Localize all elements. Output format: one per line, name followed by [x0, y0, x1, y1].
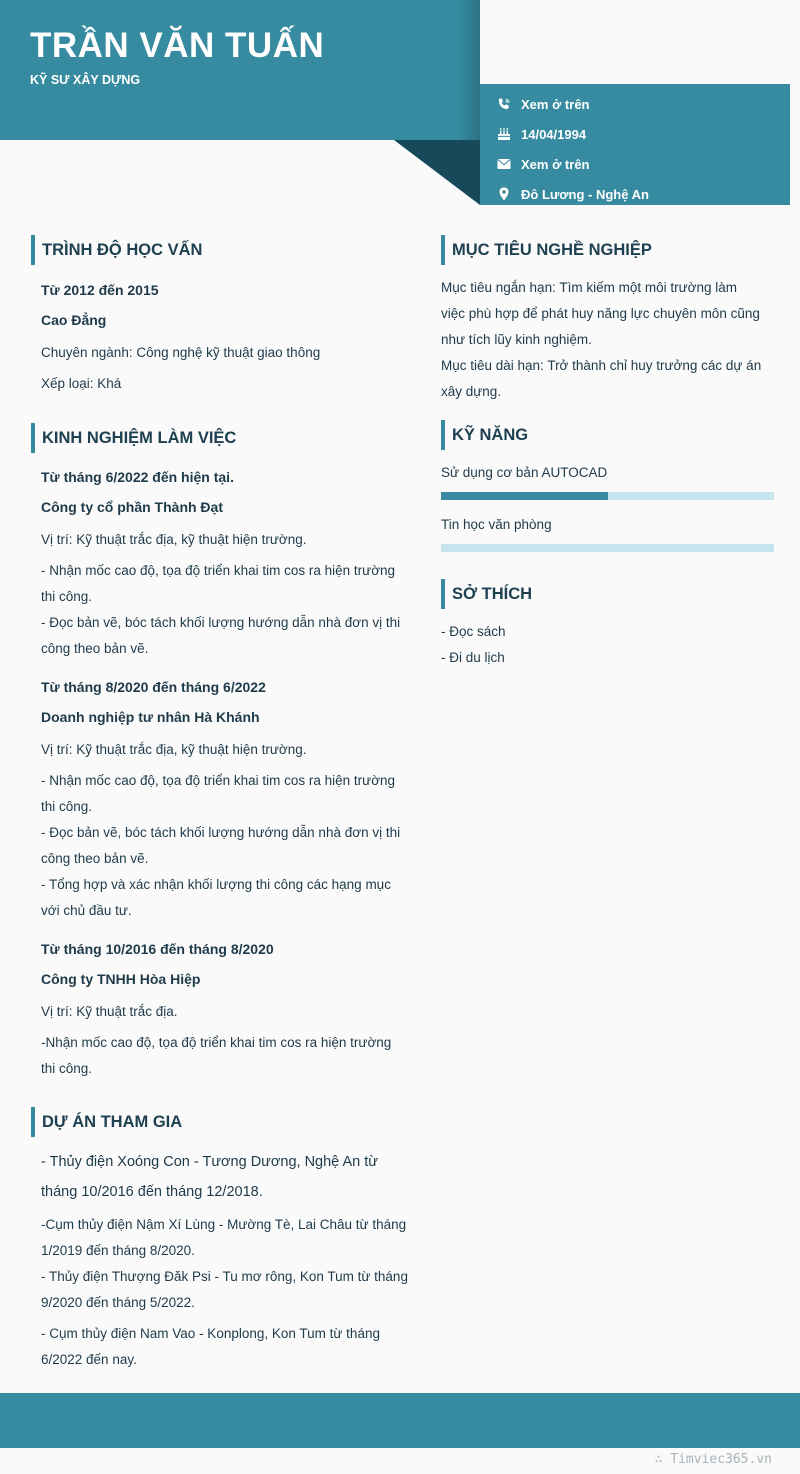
project-line: 6/2022 đến nay. [41, 1352, 137, 1367]
contact-phone-value: Xem ở trên [521, 96, 590, 112]
objective-heading-text: MỤC TIÊU NGHỀ NGHIỆP [452, 240, 652, 259]
education-heading-text: TRÌNH ĐỘ HỌC VẤN [42, 240, 203, 259]
job-line: Vị trí: Kỹ thuật trắc địa, kỹ thuật hiện trường. [41, 742, 307, 757]
job-period: Từ tháng 8/2020 đến tháng 6/2022 [41, 679, 266, 695]
projects-heading [31, 1107, 182, 1137]
job-line: - Tổng hợp và xác nhận khối lượng thi công các hạng mục [41, 877, 391, 892]
project-line: 1/2019 đến tháng 8/2020. [41, 1243, 195, 1258]
objective-line: Mục tiêu dài hạn: Trở thành chỉ huy trưởng các dự án [441, 358, 762, 373]
job-company: Công ty TNHH Hòa Hiệp [41, 971, 201, 987]
watermark: ∴ Timviec365.vn [654, 1452, 772, 1467]
job-line: Vị trí: Kỹ thuật trắc địa. [41, 1004, 178, 1019]
objective-line: việc phù hợp để phát huy năng lực chuyên môn cũng [441, 306, 760, 321]
job-company: Công ty cổ phần Thành Đạt [41, 499, 223, 515]
project-line: - Thủy điện Xoóng Con - Tương Dương, Nghệ An từ [41, 1154, 378, 1170]
skill-name: Sử dụng cơ bản AUTOCAD [441, 465, 608, 480]
skill-level-bar [441, 544, 774, 552]
envelope-icon [496, 156, 512, 172]
heading-accent-bar [441, 235, 445, 265]
heading-accent-bar [441, 579, 445, 609]
skill-level-fill [441, 492, 608, 500]
job-company: Doanh nghiệp tư nhân Hà Khánh [41, 709, 260, 725]
objective-line: Mục tiêu ngắn hạn: Tìm kiếm một môi trường làm [441, 280, 737, 295]
objective-line: như tích lũy kinh nghiệm. [441, 332, 592, 347]
hobbies-heading-text: SỞ THÍCH [452, 584, 533, 603]
project-line: -Cụm thủy điện Nậm Xí Lùng - Mường Tè, Lai Châu từ tháng [41, 1217, 407, 1232]
contact-address [496, 186, 649, 202]
job-line: với chủ đầu tư. [41, 903, 132, 918]
contact-fold [394, 140, 480, 205]
header-banner [0, 0, 480, 140]
education-period: Từ 2012 đến 2015 [41, 282, 159, 298]
contact-phone [496, 96, 590, 112]
job-line: - Nhận mốc cao độ, tọa độ triển khai tim cos ra hiện trường [41, 563, 396, 578]
job-line: - Đọc bản vẽ, bóc tách khối lượng hướng dẫn nhà đơn vị thi [41, 615, 401, 630]
experience-heading [31, 423, 236, 453]
job-line: thi công. [41, 589, 93, 604]
footer-band [0, 1393, 800, 1448]
job-period: Từ tháng 6/2022 đến hiện tại. [41, 469, 234, 485]
contact-address-value: Đô Lương - Nghệ An [521, 186, 649, 202]
project-line: - Thủy điện Thượng Đăk Psi - Tu mơ rông, Kon Tum từ tháng [41, 1269, 408, 1284]
education-major: Chuyên ngành: Công nghệ kỹ thuật giao thông [41, 345, 321, 360]
heading-accent-bar [31, 235, 35, 265]
projects-heading-text: DỰ ÁN THAM GIA [42, 1112, 183, 1131]
heading-accent-bar [31, 423, 35, 453]
contact-email-value: Xem ở trên [521, 156, 590, 172]
candidate-name: TRẦN VĂN TUẤN [30, 26, 325, 65]
header-shadow [458, 0, 480, 140]
phone-icon [496, 96, 512, 112]
skill-name: Tin học văn phòng [441, 517, 552, 532]
job-line: công theo bản vẽ. [41, 851, 149, 866]
project-line: tháng 10/2016 đến tháng 12/2018. [41, 1184, 263, 1200]
job-line: thi công. [41, 799, 93, 814]
candidate-title: KỸ SƯ XÂY DỰNG [30, 73, 141, 87]
map-marker-icon [496, 186, 512, 202]
hobby-item: - Đi du lịch [441, 650, 505, 665]
heading-accent-bar [441, 420, 445, 450]
job-line: - Nhận mốc cao độ, tọa độ triển khai tim cos ra hiện trường [41, 773, 396, 788]
hobbies-heading [441, 579, 532, 609]
project-line: - Cụm thủy điện Nam Vao - Konplong, Kon Tum từ tháng [41, 1326, 380, 1341]
contact-birthday [496, 126, 586, 142]
experience-heading-text: KINH NGHIỆM LÀM VIỆC [42, 428, 237, 447]
job-line: công theo bản vẽ. [41, 641, 149, 656]
contact-birthday-value: 14/04/1994 [521, 126, 587, 142]
education-grade: Xếp loại: Khá [41, 376, 122, 391]
job-line: Vị trí: Kỹ thuật trắc địa, kỹ thuật hiện trường. [41, 532, 307, 547]
contact-email [496, 156, 590, 172]
project-line: 9/2020 đến tháng 5/2022. [41, 1295, 195, 1310]
skill-level-bar [441, 492, 774, 500]
birthday-cake-icon [496, 126, 512, 142]
heading-accent-bar [31, 1107, 35, 1137]
hobby-item: - Đọc sách [441, 624, 506, 639]
objective-heading [441, 235, 652, 265]
job-period: Từ tháng 10/2016 đến tháng 8/2020 [41, 941, 274, 957]
education-heading [31, 235, 202, 265]
skills-heading-text: KỸ NĂNG [452, 425, 529, 444]
job-line: - Đọc bản vẽ, bóc tách khối lượng hướng dẫn nhà đơn vị thi [41, 825, 401, 840]
job-line: -Nhận mốc cao độ, tọa độ triển khai tim cos ra hiện trường [41, 1035, 392, 1050]
objective-line: xây dựng. [441, 384, 502, 399]
skills-heading [441, 420, 528, 450]
education-school: Cao Đẳng [41, 312, 107, 328]
job-line: thi công. [41, 1061, 93, 1076]
